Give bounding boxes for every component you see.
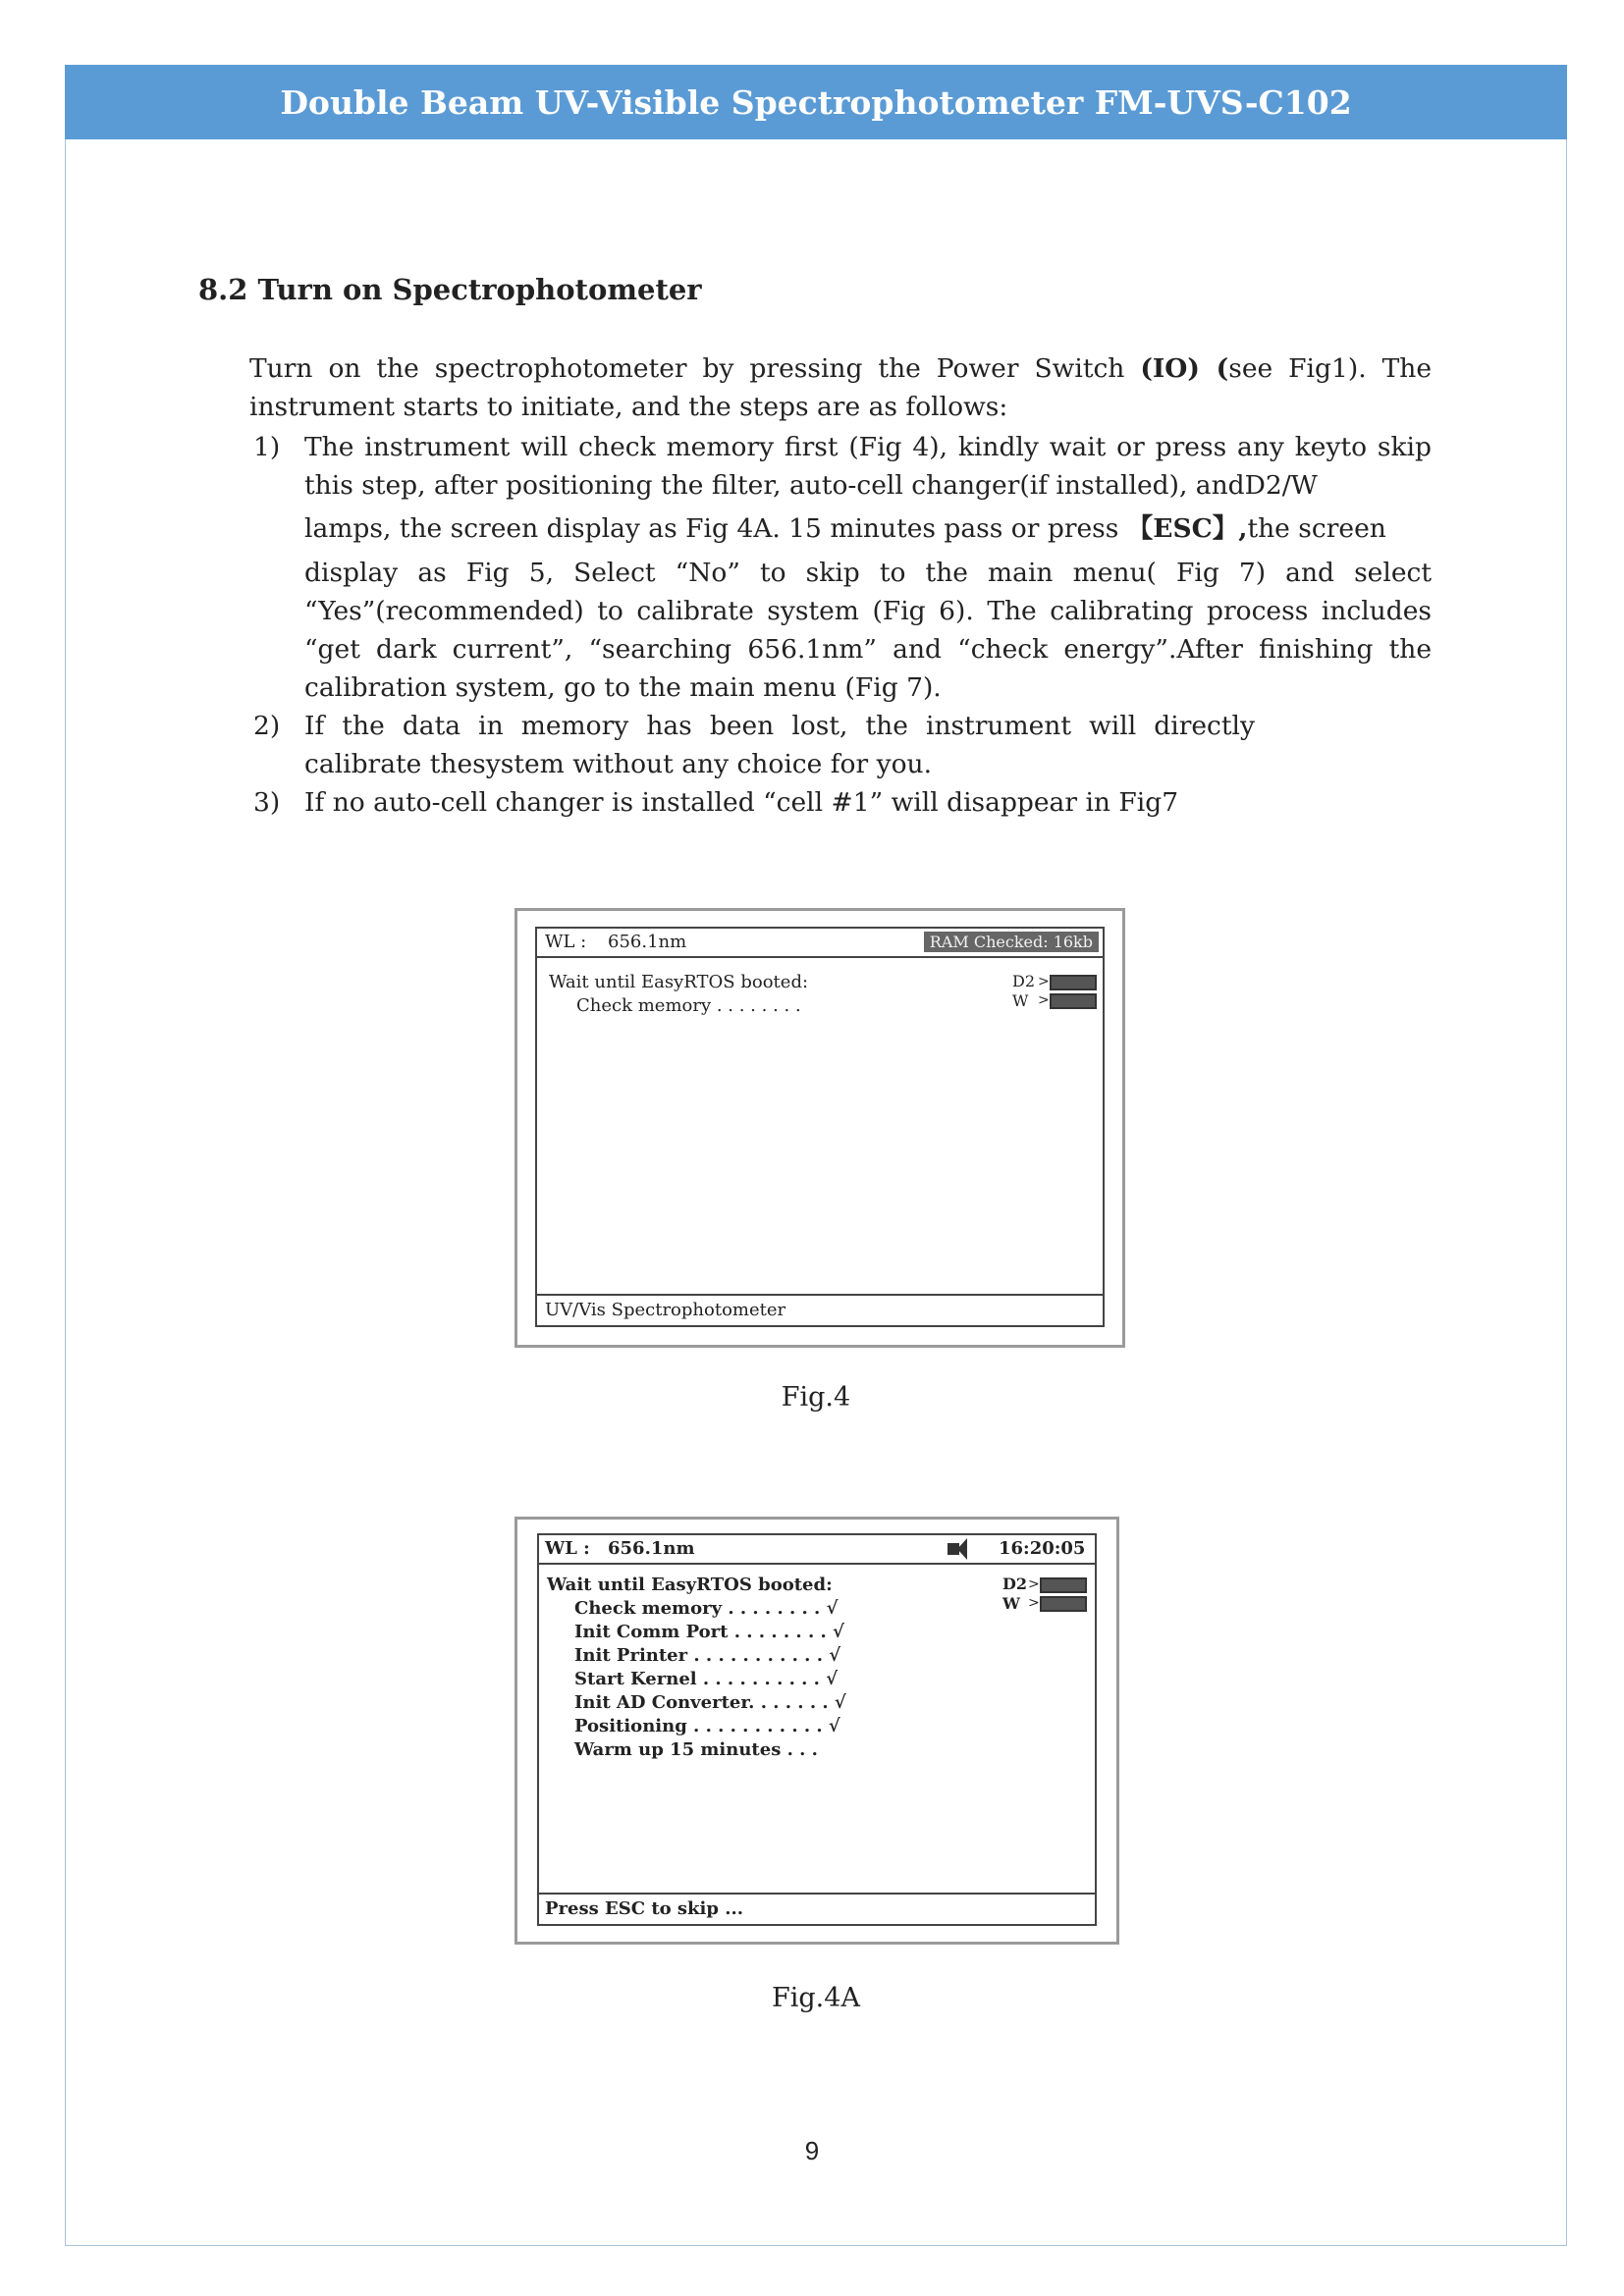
d2-lamp-arrow-icon: >	[1028, 1576, 1040, 1592]
fig4a-footer-bar	[539, 1893, 1095, 1924]
boot-step-check-memory: Check memory . . . . . . . . √	[574, 1598, 839, 1619]
intro-text-bold: (IO) (	[1140, 353, 1229, 384]
list-item	[249, 783, 1432, 822]
list-item	[249, 428, 1432, 707]
step-3-text: If no auto-cell changer is installed “cell #1” will disappear in Fig7	[304, 787, 1179, 818]
fig4a-screen	[514, 1517, 1119, 1945]
check-memory-status: Check memory . . . . . . . .	[576, 995, 801, 1016]
fig4-status-bar	[537, 929, 1103, 958]
step-number: 2)	[253, 711, 281, 741]
wl-label: WL :	[545, 932, 587, 952]
page-number: 9	[804, 2136, 820, 2165]
fig4a-status-bar	[539, 1535, 1095, 1565]
intro-text-post: see Fig1). The instrument starts to initiate, and the steps are as follows:	[249, 353, 1433, 422]
fig4-display	[535, 927, 1105, 1327]
fig4a-caption: Fig.4A	[772, 1983, 860, 2013]
fig4-screen	[514, 908, 1125, 1348]
boot-step-start-kernel: Start Kernel . . . . . . . . . . √	[574, 1669, 839, 1689]
w-lamp-arrow-icon: >	[1028, 1595, 1040, 1611]
boot-step-init-printer: Init Printer . . . . . . . . . . . √	[574, 1645, 841, 1666]
d2-lamp-battery-icon	[1040, 1577, 1087, 1593]
clock-time: 16:20:05	[999, 1538, 1086, 1559]
w-lamp-label: W	[1002, 1594, 1020, 1613]
document-header	[65, 65, 1567, 139]
step-number: 3)	[253, 787, 281, 818]
step-1-line2	[304, 505, 1432, 554]
step-1-line2-post: the screen	[1247, 513, 1386, 544]
document-title: Double Beam UV-Visible Spectrophotometer FM-UVS-C102	[280, 82, 1352, 122]
w-lamp-label: W	[1012, 991, 1029, 1010]
list-item	[249, 707, 1432, 783]
footer-label: UV/Vis Spectrophotometer	[545, 1300, 786, 1320]
fig4-caption: Fig.4	[781, 1382, 851, 1413]
intro-paragraph	[249, 349, 1432, 426]
section-heading: 8.2 Turn on Spectrophotometer	[198, 273, 702, 306]
fig4-footer-bar	[537, 1294, 1103, 1325]
step-1-line1: The instrument will check memory first (Fig 4), kindly wait or press any keyto skip this step, after positioning the filter, auto-cell changer(if installed), andD2/W	[304, 432, 1432, 501]
footer-label: Press ESC to skip ...	[545, 1898, 743, 1919]
step-1-line3: display as Fig 5, Select “No” to skip to the main menu( Fig 7) and select “Yes”(recommended) to calibrate system (Fig 6). The calibrating process includes “get dark current”, “searching 656.1nm” and “check energy”.After finishing the calibration system, go to the main menu (Fig 7).	[304, 558, 1432, 703]
boot-step-init-comm-port: Init Comm Port . . . . . . . . √	[574, 1622, 844, 1642]
intro-text-pre: Turn on the spectrophotometer by pressing the Power Switch	[249, 353, 1141, 384]
ram-checked-badge: RAM Checked: 16kb	[924, 932, 1099, 952]
d2-lamp-battery-icon	[1050, 975, 1097, 990]
d2-lamp-arrow-icon: >	[1038, 974, 1050, 989]
boot-message: Wait until EasyRTOS booted:	[549, 972, 809, 992]
w-lamp-battery-icon	[1050, 993, 1097, 1009]
d2-lamp-label: D2	[1012, 972, 1036, 990]
step-number: 1)	[253, 432, 281, 462]
wavelength-value: 656.1nm	[608, 1538, 695, 1559]
boot-step-init-ad-converter: Init AD Converter. . . . . . . √	[574, 1692, 846, 1713]
step-1-line2-pre: lamps, the screen display as Fig 4A. 15 minutes pass or press	[304, 513, 1127, 544]
fig4a-display	[537, 1533, 1097, 1926]
wl-label: WL :	[545, 1538, 590, 1559]
speaker-icon	[947, 1543, 959, 1555]
step-2-text: If the data in memory has been lost, the instrument will directly calibrate thesystem without any choice for you.	[304, 711, 1255, 779]
w-lamp-battery-icon	[1040, 1596, 1087, 1612]
boot-step-positioning: Positioning . . . . . . . . . . . √	[574, 1716, 840, 1736]
esc-key-label: 【ESC】,	[1126, 513, 1248, 544]
d2-lamp-label: D2	[1002, 1575, 1028, 1593]
wavelength-value: 656.1nm	[608, 932, 687, 952]
boot-message: Wait until EasyRTOS booted:	[547, 1575, 833, 1595]
boot-step-warm-up: Warm up 15 minutes . . .	[574, 1739, 818, 1760]
steps-list	[249, 428, 1432, 822]
w-lamp-arrow-icon: >	[1038, 992, 1050, 1008]
